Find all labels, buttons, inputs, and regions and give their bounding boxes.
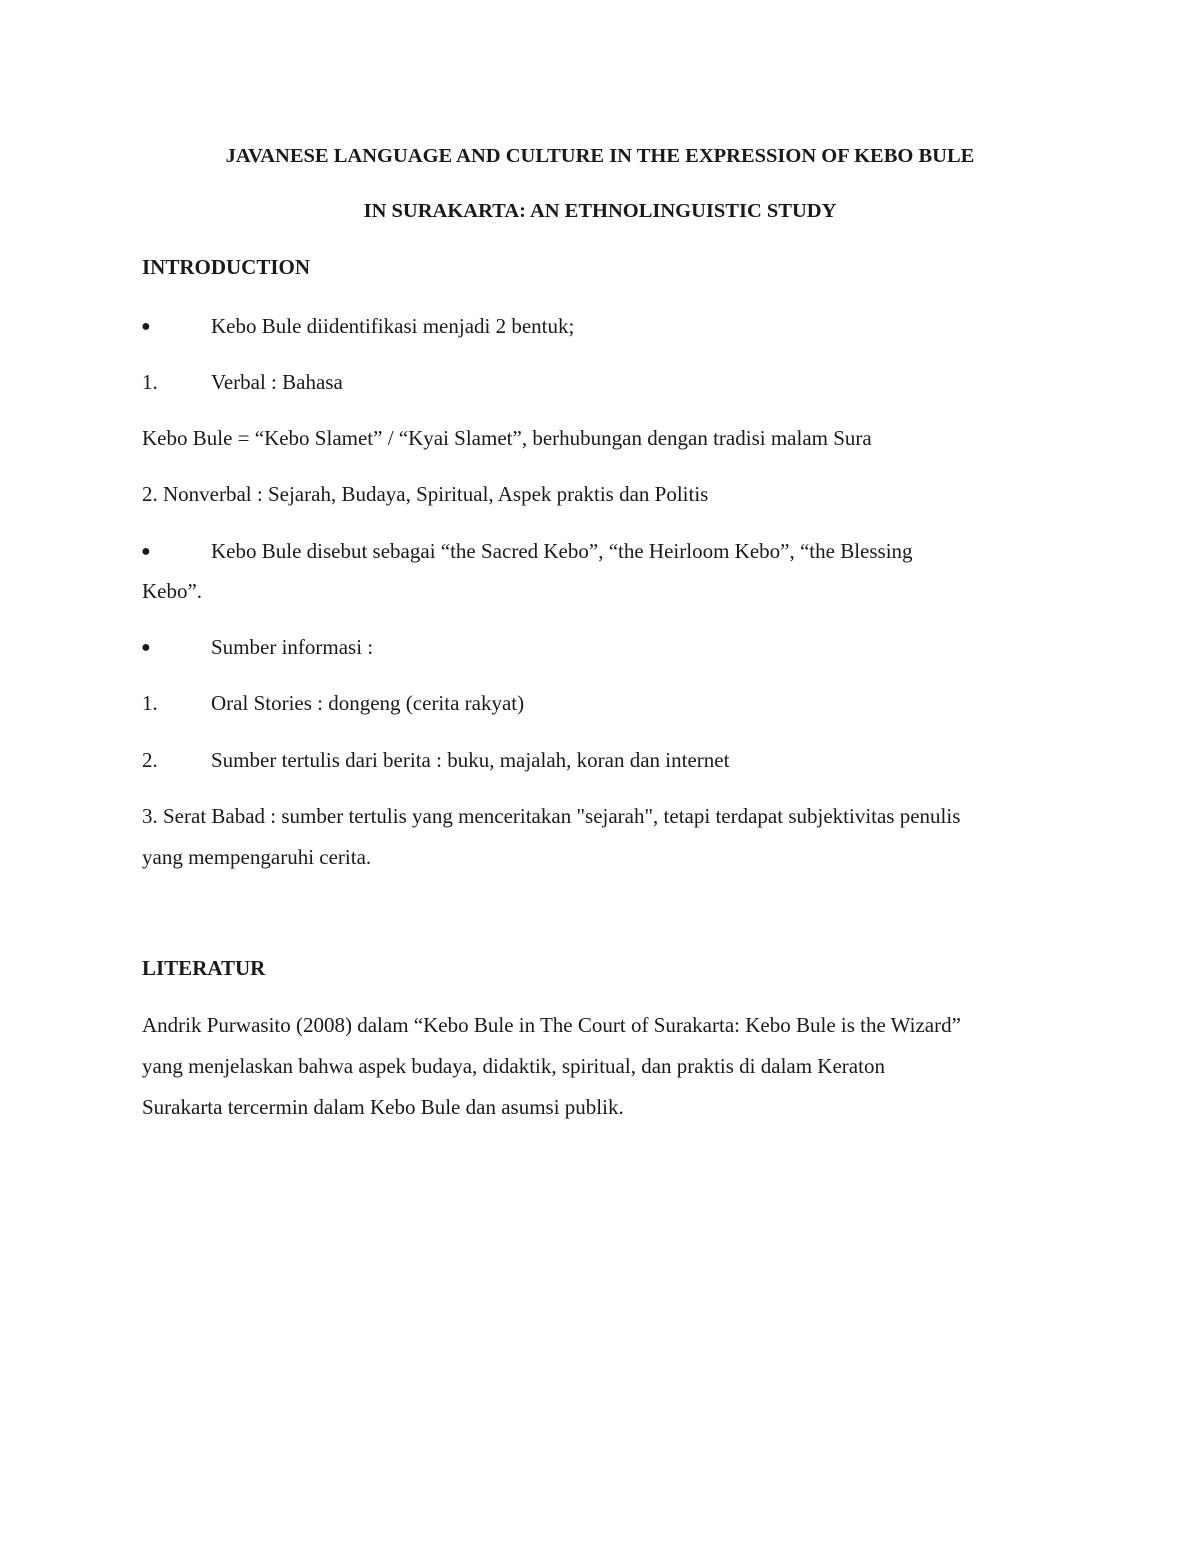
- bullet-marker: ●: [141, 543, 151, 560]
- literatur-para-line-2: yang menjelaskan bahwa aspek budaya, didaktik, spiritual, dan praktis di dalam Keraton: [142, 1054, 885, 1078]
- kebo-bule-definition: Kebo Bule = “Kebo Slamet” / “Kyai Slamet”, berhubungan dengan tradisi malam Sura: [142, 426, 872, 450]
- literatur-para-line-1: Andrik Purwasito (2008) dalam “Kebo Bule in The Court of Surakarta: Kebo Bule is the Wizard”: [142, 1013, 961, 1037]
- source-1-text: Oral Stories : dongeng (cerita rakyat): [211, 691, 525, 715]
- introduction-heading: INTRODUCTION: [142, 255, 311, 279]
- bullet-3-text: Sumber informasi :: [211, 635, 374, 659]
- source-1-number: 1.: [142, 691, 158, 715]
- title-line-1: JAVANESE LANGUAGE AND CULTURE IN THE EXPRESSION OF KEBO BULE: [225, 145, 975, 167]
- bullet-1-text: Kebo Bule diidentifikasi menjadi 2 bentuk;: [211, 314, 575, 338]
- source-3-line-2: yang mempengaruhi cerita.: [142, 845, 372, 869]
- title-line-2: IN SURAKARTA: AN ETHNOLINGUISTIC STUDY: [363, 200, 837, 222]
- source-2-text: Sumber tertulis dari berita : buku, majalah, koran dan internet: [211, 748, 730, 772]
- bullet-2-text-line-2: Kebo”.: [142, 579, 203, 603]
- item-1-number: 1.: [142, 370, 158, 394]
- literatur-para-line-3: Surakarta tercermin dalam Kebo Bule dan asumsi publik.: [142, 1095, 624, 1119]
- bullet-marker: ●: [141, 318, 151, 335]
- bullet-2-text-line-1: Kebo Bule disebut sebagai “the Sacred Kebo”, “the Heirloom Kebo”, “the Blessing: [211, 539, 913, 563]
- nonverbal-line: 2. Nonverbal : Sejarah, Budaya, Spiritual, Aspek praktis dan Politis: [142, 482, 709, 506]
- source-2-number: 2.: [142, 748, 158, 772]
- item-1-text: Verbal : Bahasa: [211, 370, 343, 394]
- source-3-line-1: 3. Serat Babad : sumber tertulis yang menceritakan "sejarah", tetapi terdapat subjektivitas penulis: [142, 804, 961, 828]
- bullet-marker: ●: [141, 639, 151, 656]
- literatur-heading: LITERATUR: [142, 956, 266, 980]
